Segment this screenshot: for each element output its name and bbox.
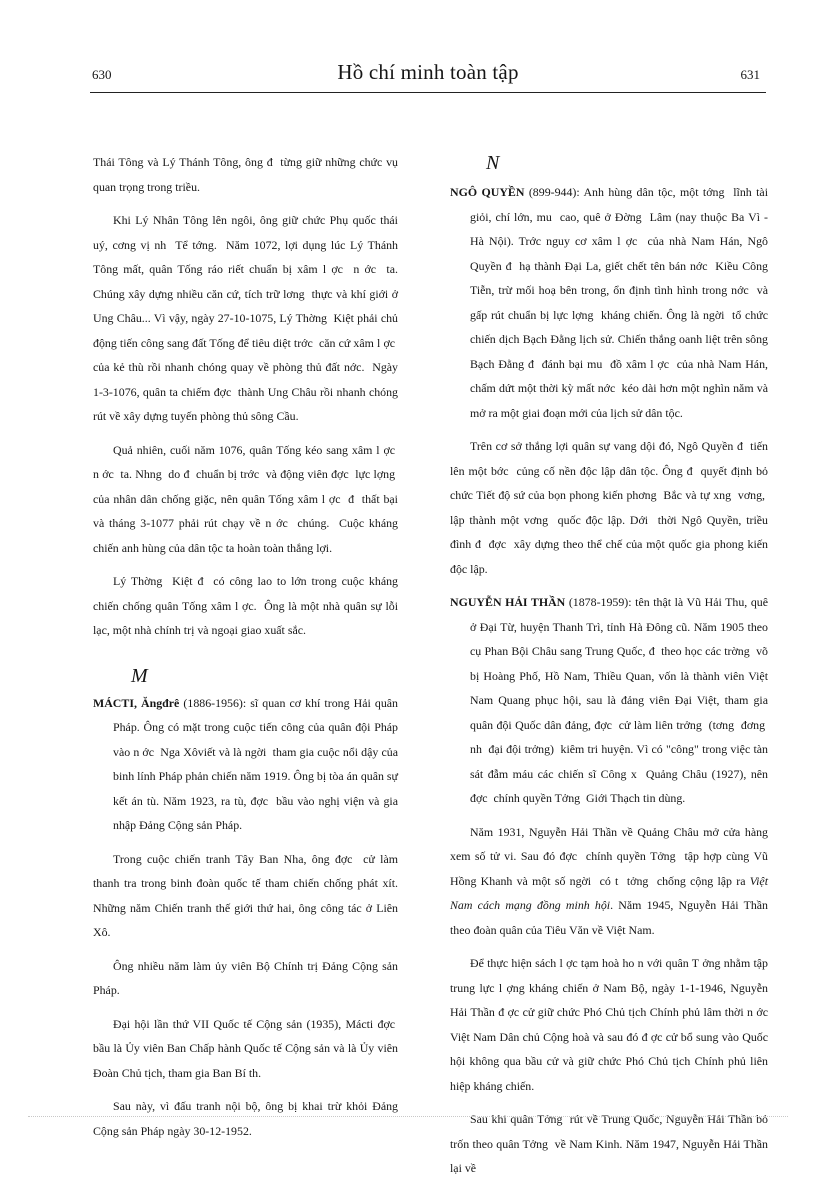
entry-name: NGUYỄN HẢI THẦN [450,595,566,609]
running-header [90,58,766,93]
section-letter: M [131,664,148,687]
paragraph: Để thực hiện sách l ợc tạm hoà ho n với quân T ởng nhằm tập trung lực l ợng kháng chiến ở Nam Bộ, ngày 1-1-1946, Nguyễn Hải Thần đ ợc cử giữ chức Phó Chủ tịch Chính phủ lâm thời n ớc Việt Nam Dân chủ Cộng hoà và sau đó đ ợc cử bổ sung vào Quốc hội không qua bầu cử và giữ chức Phó Chủ tịch Chính phủ liên hiệp kháng chiến. [450,956,768,1093]
running-title: Hồ chí minh toàn tập [337,60,519,84]
left-page-number: 630 [92,67,112,82]
paragraph [450,820,768,943]
left-column [93,150,398,1152]
paragraph: Đại hội lần thứ VII Quốc tế Cộng sản (1935), Mácti đợc bầu là Ủy viên Ban Chấp hành Quốc tế Cộng sản và là Ủy viên Đoàn Chủ tịch, tham gia Ban Bí th. [93,1016,398,1080]
entry-name: MÁCTI, Ăngđrê [93,695,180,710]
paragraph: Sau này, vì đấu tranh nội bộ, ông bị khai trừ khỏi Đảng Cộng sản Pháp ngày 30-12-1952. [93,1099,398,1138]
right-column [450,150,768,1190]
paragraph: Trên cơ sở thắng lợi quân sự vang dội đó, Ngô Quyền đ tiến lên một bớc củng cố nền độc lập dân tộc. Ông đ quyết định bỏ chức Tiết độ sứ của bọn phong kiến phơng Bắc và tự xng vơng, lập thành một vơng quốc độc lập. Dới thời Ngô Quyền, triều đình đ đợc xây dựng theo thể chế của một quốc gia phong kiến độc lập. [450,439,768,576]
entry-text: (1878-1959): tên thật là Vũ Hải Thu, quê ở Đại Từ, huyện Thanh Trì, tỉnh Hà Đông cũ. Năm 1905 theo cụ Phan Bội Châu sang Trung Quốc, đ theo học các trờng võ bị Hoàng Phố, Hồ Nam, Thiều Quan, vốn là thành viên Việt Nam Quang phục hội, sau là đảng viên Đại Việt, tham gia quân đội Quốc dân đảng, đợc cử làm liên trởng (tơng đơng nh đại đội trởng) kiêm tri huyện. Vì có "công" trong việc tàn sát đẫm máu các chiến sĩ Công x Quảng Châu (1927), nên đợc chính quyền Tởng Giới Thạch tin dùng. [470,595,769,805]
paragraph: Khi Lý Nhân Tông lên ngôi, ông giữ chức Phụ quốc thái uý, cơng vị nh Tể tớng. Năm 1072, lợi dụng lúc Lý Thánh Tông mất, quân Tống ráo riết chuẩn bị xâm l ợc n ớc ta. Chúng xây dựng nhiều căn cứ, tích trữ lơng thực và khí giới ở Ung Châu... Vì vậy, ngày 27-10-1075, Lý Thờng Kiệt phải chủ động tiến công sang đất Tống để tiêu diệt trớc căn cứ xâm l ợc của kẻ thù rồi nhanh chóng quay về phòng thủ đất nớc. Ngày 1-3-1076, quân ta chiếm đợc thành Ung Châu rồi nhanh chóng rút về xây dựng tuyến phòng thủ sông Cầu. [93,213,398,423]
paragraph-text: Năm 1931, Nguyễn Hải Thần về Quảng Châu mở cửa hàng xem số tử vi. Sau đó đợc chính quyền Tởng tập hợp cùng Vũ Hồng Khanh và một số ngời có t tởng chống cộng lập ra [450,824,768,888]
right-page-number: 631 [740,67,760,82]
paragraph: Lý Thờng Kiệt đ có công lao to lớn trong cuộc kháng chiến chống quân Tống xâm l ợc. Ông là một nhà quân sự lỗi lạc, một nhà chính trị và ngoại giao xuất sắc. [93,574,398,637]
organization-name: Việt Nam cách mạng đồng minh hội [450,873,768,912]
paragraph-text: . Năm 1945, Nguyễn Hải Thần theo đoàn quân của Tiêu Văn về Việt Nam. [450,898,768,937]
entry-name: NGÔ QUYỀN [450,185,525,199]
section-letter: N [486,152,500,174]
paragraph: Quả nhiên, cuối năm 1076, quân Tống kéo sang xâm l ợc n ớc ta. Nhng do đ chuẩn bị trớc và động viên đợc lực lợng của nhân dân chống giặc, nên quân Tống xâm l ợc đ thất bại và tháng 3-1077 phải rút chạy về n ớc chúng. Cuộc kháng chiến anh hùng của dân tộc ta hoàn toàn thắng lợi. [93,442,398,555]
bottom-dotted-rule [28,1116,788,1117]
index-entry [93,691,398,838]
paragraph: Trong cuộc chiến tranh Tây Ban Nha, ông đợc cử làm thanh tra trong binh đoàn quốc tế tham chiến chống phát xít. Những năm Chiến tranh thế giới thứ hai, ông công tác ở Liên Xô. [93,851,398,939]
paragraph: Sau khi quân Tởng rút về Trung Quốc, Nguyễn Hải Thần bỏ trốn theo quân Tởng về Nam Kinh. Năm 1947, Nguyễn Hải Thần lại về [450,1112,768,1175]
index-entry [450,180,768,425]
entry-text: (1886-1956): sĩ quan cơ khí trong Hải quân Pháp. Ông có mặt trong cuộc tiến công của quân đội Pháp vào n ớc Nga Xôviết và là ngời tham gia cuộc nổi dậy của binh lính Pháp phản chiến năm 1919. Ông bị tòa án quân sự kết án tù. Năm 1923, ra tù, đợc bầu vào nghị viện và gia nhập Đảng Cộng sản Pháp. [113,695,398,832]
paragraph: Ông nhiều năm làm ủy viên Bộ Chính trị Đảng Cộng sản Pháp. [93,958,398,997]
entry-text: (899-944): Anh hùng dân tộc, một tớng lĩnh tài giỏi, chí lớn, mu cao, quê ở Đờng Lâm (nay thuộc Ba Vì - Hà Nội). Trớc nguy cơ xâm l ợc của nhà Nam Hán, Ngô Quyền đ hạ thành Đại La, giết chết tên bán nớc Kiều Công Tiễn, trừ mối hoạ bên trong, ổn định tình hình trong nớc và gấp rút chuẩn bị lực lợng kháng chiến. Ông là ngời tổ chức chiến dịch Bạch Đằng lịch sử. Chiến thắng oanh liệt trên sông Bạch Đằng đ đánh bại mu đồ xâm l ợc của nhà Nam Hán, chấm dứt một thời kỳ mất nớc kéo dài hơn một nghìn năm và mở ra một giai đoạn mới của lịch sử dân tộc. [470,185,768,420]
index-entry [450,590,768,811]
paragraph: Thái Tông và Lý Thánh Tông, ông đ từng giữ những chức vụ quan trọng trong triều. [93,155,398,194]
